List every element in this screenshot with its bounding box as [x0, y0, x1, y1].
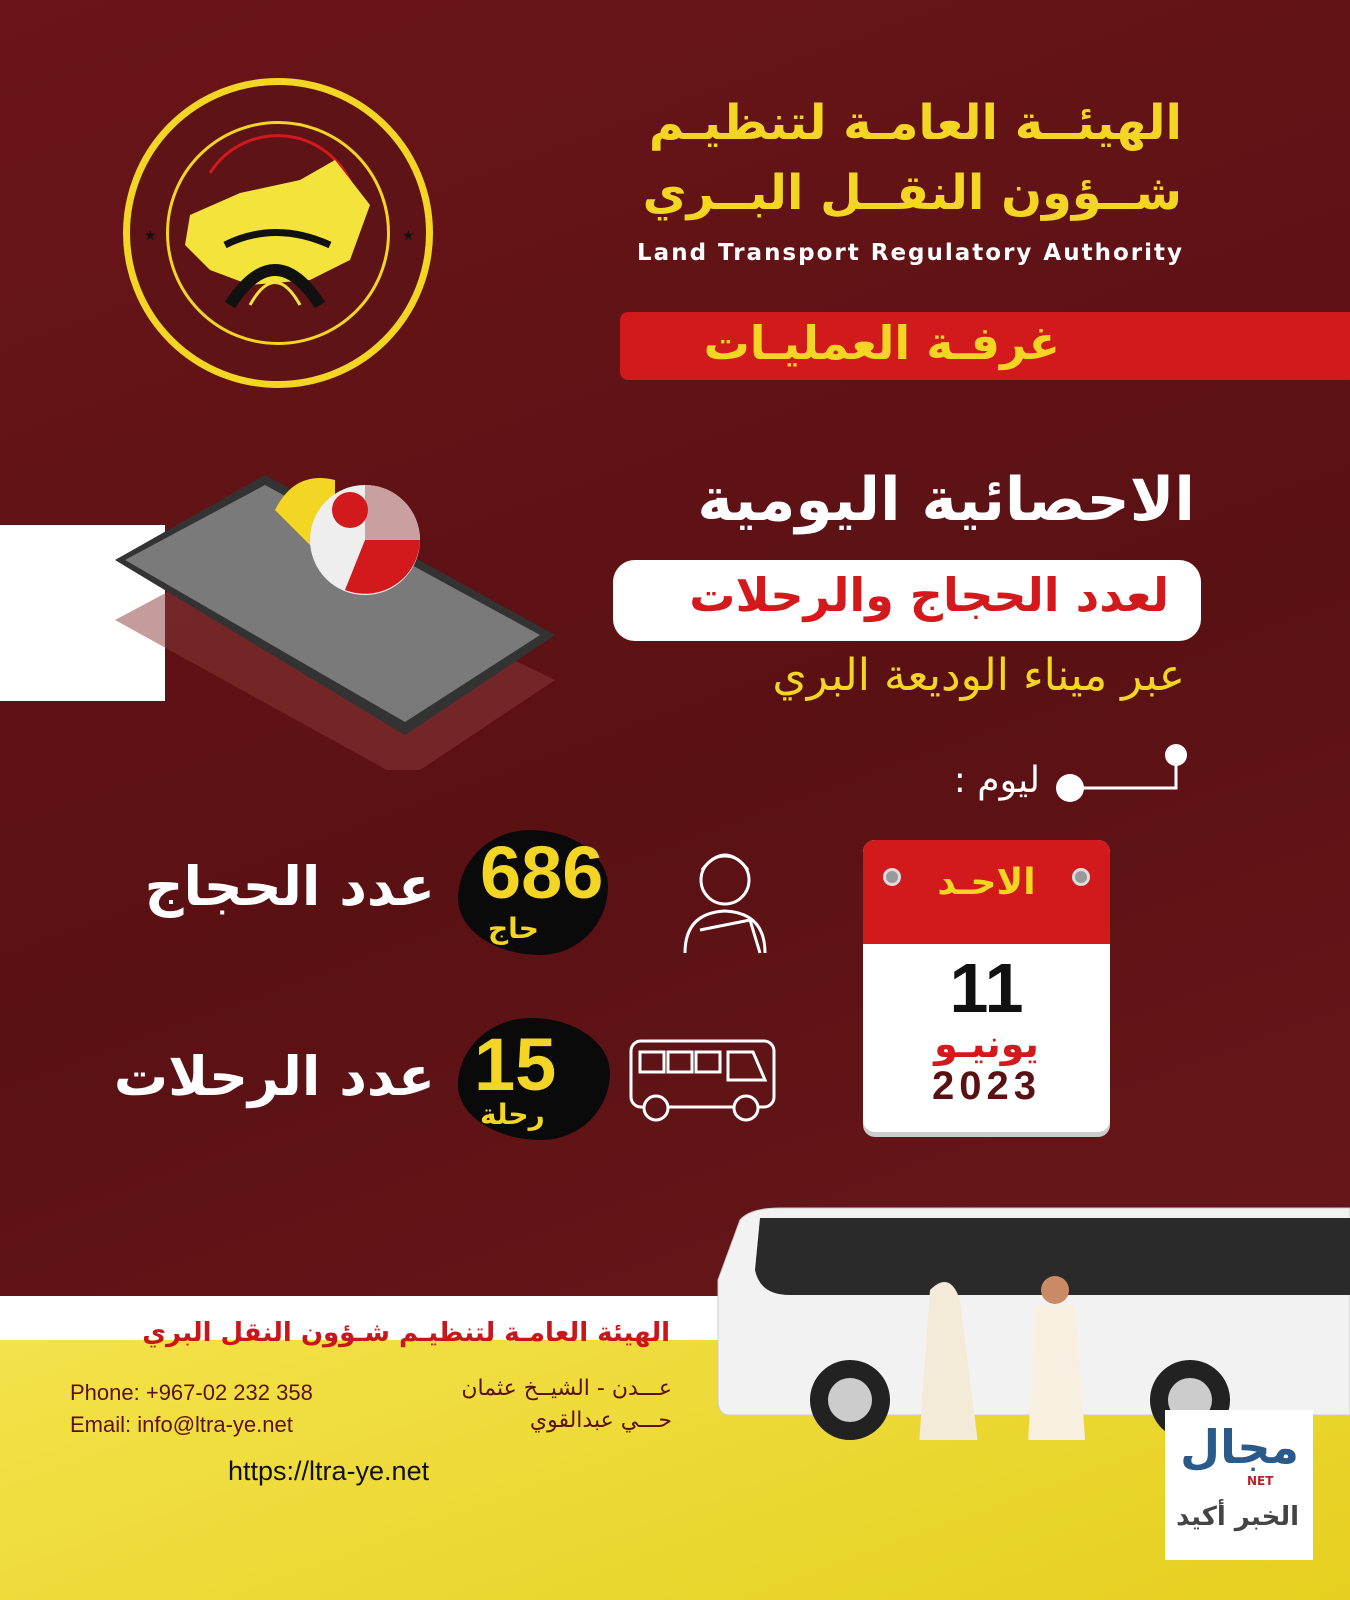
title-english: Land Transport Regulatory Authority	[637, 240, 1184, 266]
subheading-text: لعدد الحجاج والرحلات	[689, 568, 1169, 622]
ring-icon	[883, 868, 901, 886]
pilgrim-icon	[680, 845, 770, 955]
svg-text:★: ★	[144, 228, 157, 244]
yemen-map-road-icon	[130, 85, 426, 381]
day-number: 11	[949, 949, 1024, 1027]
operations-room-banner	[620, 312, 1350, 380]
connector-line-icon	[1040, 740, 1190, 810]
watermark-brand: مجال	[1180, 1420, 1299, 1474]
daily-stats-heading: الاحصائية اليومية	[697, 465, 1195, 535]
bus-illustration	[700, 1200, 1350, 1440]
banner-text: غرفـة العمليـات	[703, 316, 1060, 370]
svg-text:★: ★	[402, 228, 415, 244]
address-line-2: حـــي عبدالقوي	[529, 1408, 672, 1433]
pilgrims-label: عدد الحجاج	[144, 855, 435, 918]
pilgrims-unit: حاج	[488, 912, 539, 945]
title-line-1: الهيئــة العامـة لتنظيـم	[648, 95, 1182, 151]
pilgrims-count: 686	[480, 831, 604, 914]
year: 2023	[932, 1064, 1041, 1108]
weekday: الاحـد	[937, 862, 1036, 903]
calendar-card	[863, 840, 1110, 1132]
day-label: ليوم :	[953, 760, 1040, 801]
watermark-tagline: الخبر أكيد	[1176, 1502, 1299, 1532]
subheading-pill	[613, 560, 1201, 641]
footer-org-name: الهيئة العامـة لتنظيـم شـؤون النقل البري	[142, 1318, 670, 1348]
trips-unit: رحلة	[480, 1098, 545, 1131]
bus-icon	[628, 1038, 778, 1124]
month: يونيـو	[934, 1022, 1039, 1066]
via-port-text: عبر ميناء الوديعة البري	[772, 650, 1185, 701]
trips-label: عدد الرحلات	[113, 1045, 435, 1108]
title-line-2: شــؤون النقــل البــري	[642, 165, 1182, 221]
trips-count: 15	[474, 1023, 557, 1106]
email-link[interactable]: Email: info@ltra-ye.net	[70, 1412, 293, 1437]
ring-icon	[1072, 868, 1090, 886]
watermark-suffix: NET	[1247, 1474, 1274, 1488]
trips-count-badge	[458, 1018, 610, 1140]
address-line-1: عـــدن - الشيــخ عثمان	[461, 1376, 672, 1401]
pilgrims-count-badge	[458, 830, 608, 955]
website-link[interactable]: https://ltra-ye.net	[228, 1456, 430, 1486]
phone-chart-illustration	[115, 470, 555, 770]
phone-text: Phone: +967-02 232 358	[70, 1380, 313, 1405]
authority-logo	[123, 78, 433, 388]
mjal-watermark-logo	[1165, 1410, 1313, 1560]
